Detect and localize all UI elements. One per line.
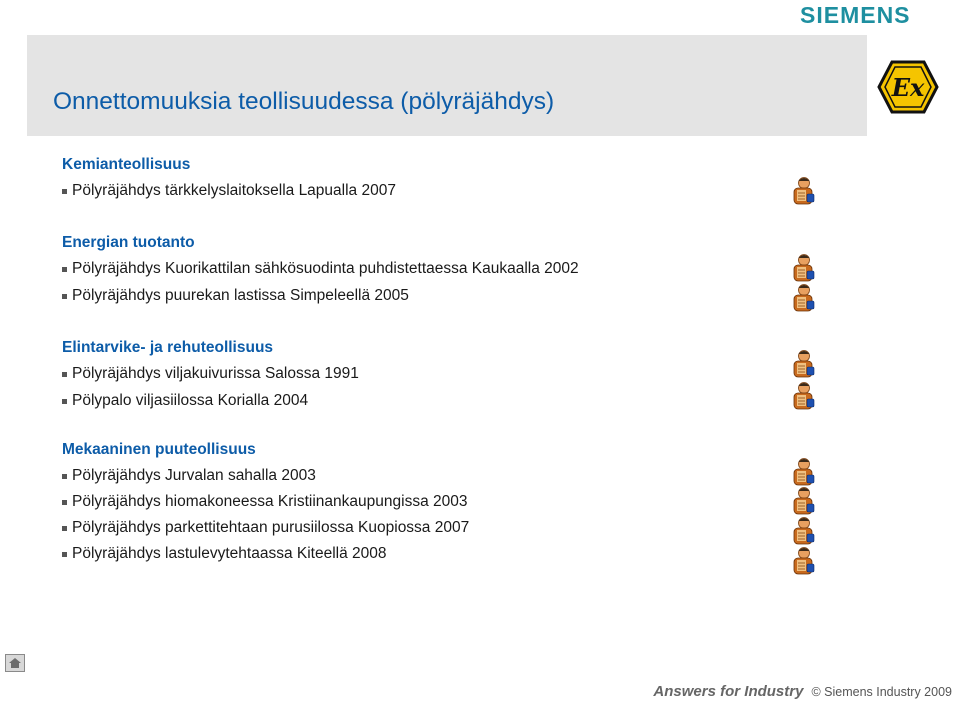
list-item-text: Pölyräjähdys puurekan lastissa Simpeleellä 2005 bbox=[72, 287, 409, 304]
bullet-icon bbox=[62, 372, 67, 377]
injured-person-icon bbox=[788, 486, 818, 516]
list-item bbox=[62, 467, 316, 485]
list-item bbox=[62, 519, 469, 537]
injured-person-icon bbox=[788, 176, 818, 206]
footer-copyright: © Siemens Industry 2009 bbox=[811, 685, 952, 699]
siemens-logo: SIEMENS bbox=[800, 2, 911, 28]
list-item bbox=[62, 392, 308, 410]
injured-person-icon bbox=[788, 283, 818, 313]
home-nav-button[interactable] bbox=[5, 654, 25, 672]
list-item bbox=[62, 365, 359, 383]
title-band bbox=[27, 35, 867, 136]
section-heading-chemical: Kemianteollisuus bbox=[62, 156, 191, 173]
list-item-text: Pölypalo viljasiilossa Korialla 2004 bbox=[72, 392, 309, 409]
injured-person-icon bbox=[788, 516, 818, 546]
section-heading-energy: Energian tuotanto bbox=[62, 234, 195, 251]
injured-person-icon bbox=[788, 253, 818, 283]
list-item bbox=[62, 493, 468, 511]
bullet-icon bbox=[62, 189, 67, 194]
ex-hazard-icon bbox=[877, 60, 939, 114]
bullet-icon bbox=[62, 500, 67, 505]
section-heading-food-feed: Elintarvike- ja rehuteollisuus bbox=[62, 339, 274, 356]
list-item-text: Pölyräjähdys hiomakoneessa Kristiinankaupungissa 2003 bbox=[72, 493, 468, 510]
list-item-text: Pölyräjähdys parkettitehtaan purusiilossa Kuopiossa 2007 bbox=[72, 519, 470, 536]
bullet-icon bbox=[62, 474, 67, 479]
list-item bbox=[62, 182, 396, 200]
list-item-text: Pölyräjähdys tärkkelyslaitoksella Lapualla 2007 bbox=[72, 182, 396, 199]
list-item-text: Pölyräjähdys Jurvalan sahalla 2003 bbox=[72, 467, 316, 484]
page-title: Onnettomuuksia teollisuudessa (pölyräjähdys) bbox=[53, 88, 555, 115]
injured-person-icon bbox=[788, 546, 818, 576]
list-item-text: Pölyräjähdys lastulevytehtaassa Kiteellä 2008 bbox=[72, 545, 387, 562]
list-item bbox=[62, 545, 387, 563]
list-item bbox=[62, 260, 579, 278]
list-item bbox=[62, 287, 409, 305]
injured-person-icon bbox=[788, 457, 818, 487]
bullet-icon bbox=[62, 267, 67, 272]
list-item-text: Pölyräjähdys viljakuivurissa Salossa 1991 bbox=[72, 365, 359, 382]
section-heading-wood: Mekaaninen puuteollisuus bbox=[62, 441, 256, 458]
injured-person-icon bbox=[788, 381, 818, 411]
footer bbox=[653, 683, 952, 700]
bullet-icon bbox=[62, 526, 67, 531]
list-item-text: Pölyräjähdys Kuorikattilan sähkösuodinta puhdistettaessa Kaukaalla 2002 bbox=[72, 260, 579, 277]
home-icon bbox=[8, 657, 22, 669]
bullet-icon bbox=[62, 552, 67, 557]
footer-tagline: Answers for Industry bbox=[653, 683, 804, 700]
bullet-icon bbox=[62, 399, 67, 404]
bullet-icon bbox=[62, 294, 67, 299]
injured-person-icon bbox=[788, 349, 818, 379]
ex-symbol-label: Ex bbox=[891, 73, 925, 102]
